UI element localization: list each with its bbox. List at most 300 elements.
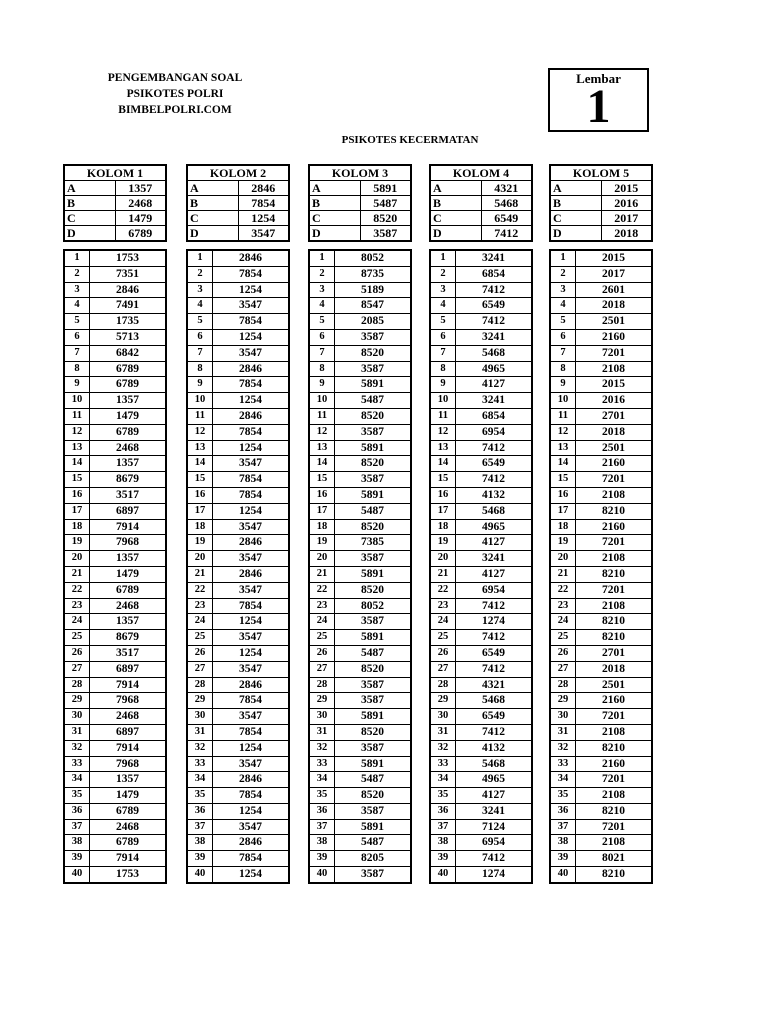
question-number: 1 — [430, 250, 456, 266]
question-value: 1254 — [213, 503, 290, 519]
key-value: 1479 — [115, 211, 166, 226]
question-number: 16 — [187, 487, 213, 503]
question-number: 32 — [309, 740, 335, 756]
question-row — [64, 519, 166, 535]
key-row — [64, 196, 166, 211]
key-letter: C — [187, 211, 238, 226]
question-value: 7914 — [90, 851, 167, 867]
question-value: 6789 — [90, 835, 167, 851]
question-row — [309, 472, 411, 488]
question-number: 16 — [430, 487, 456, 503]
question-number: 28 — [64, 677, 90, 693]
key-value: 3547 — [238, 226, 289, 242]
question-row — [64, 440, 166, 456]
question-value: 3587 — [335, 867, 412, 883]
question-row — [309, 788, 411, 804]
question-value: 2501 — [576, 677, 653, 693]
question-row — [430, 345, 532, 361]
key-row — [64, 226, 166, 242]
question-value: 2468 — [90, 709, 167, 725]
key-value: 2016 — [601, 196, 652, 211]
key-value: 4321 — [481, 181, 532, 196]
question-value: 8210 — [576, 566, 653, 582]
question-number: 5 — [64, 314, 90, 330]
question-number: 29 — [309, 693, 335, 709]
question-row — [430, 329, 532, 345]
question-table — [429, 249, 533, 884]
question-row — [309, 535, 411, 551]
question-value: 1254 — [213, 440, 290, 456]
question-row — [309, 614, 411, 630]
question-number: 37 — [64, 819, 90, 835]
question-row — [64, 582, 166, 598]
question-value: 1357 — [90, 551, 167, 567]
question-value: 7412 — [456, 661, 533, 677]
question-value: 2846 — [213, 535, 290, 551]
key-value: 3587 — [360, 226, 411, 242]
question-number: 14 — [430, 456, 456, 472]
question-value: 2701 — [576, 408, 653, 424]
question-number: 10 — [187, 393, 213, 409]
question-number: 11 — [187, 408, 213, 424]
question-value: 8679 — [90, 472, 167, 488]
question-number: 31 — [430, 724, 456, 740]
question-row — [187, 693, 289, 709]
question-number: 11 — [550, 408, 576, 424]
question-row — [430, 788, 532, 804]
question-number: 14 — [64, 456, 90, 472]
key-row — [550, 211, 652, 226]
question-number: 36 — [187, 803, 213, 819]
question-number: 24 — [550, 614, 576, 630]
question-row — [430, 677, 532, 693]
key-letter: B — [309, 196, 360, 211]
document-header — [90, 70, 260, 118]
question-row — [550, 377, 652, 393]
question-value: 5713 — [90, 329, 167, 345]
question-number: 39 — [309, 851, 335, 867]
question-row — [187, 282, 289, 298]
question-number: 27 — [309, 661, 335, 677]
sheet-number: 1 — [586, 80, 611, 133]
question-number: 38 — [430, 835, 456, 851]
question-number: 28 — [187, 677, 213, 693]
question-value: 1274 — [456, 614, 533, 630]
question-number: 19 — [550, 535, 576, 551]
question-row — [187, 456, 289, 472]
question-value: 4127 — [456, 535, 533, 551]
key-letter: C — [309, 211, 360, 226]
question-value: 6897 — [90, 503, 167, 519]
question-value: 3587 — [335, 551, 412, 567]
question-value: 2018 — [576, 298, 653, 314]
question-number: 32 — [64, 740, 90, 756]
key-table — [308, 164, 412, 242]
question-row — [430, 851, 532, 867]
question-row — [430, 377, 532, 393]
question-number: 6 — [64, 329, 90, 345]
question-value: 3587 — [335, 329, 412, 345]
key-row — [309, 226, 411, 242]
question-row — [550, 709, 652, 725]
question-number: 29 — [550, 693, 576, 709]
question-value: 8520 — [335, 456, 412, 472]
column-header: KOLOM 1 — [64, 165, 166, 181]
question-number: 34 — [64, 772, 90, 788]
question-value: 2015 — [576, 250, 653, 266]
question-number: 21 — [309, 566, 335, 582]
question-number: 15 — [309, 472, 335, 488]
question-value: 5891 — [335, 756, 412, 772]
question-number: 3 — [550, 282, 576, 298]
key-letter: A — [64, 181, 115, 196]
question-row — [187, 329, 289, 345]
key-value: 5487 — [360, 196, 411, 211]
question-number: 13 — [64, 440, 90, 456]
question-row — [550, 630, 652, 646]
question-value: 6549 — [456, 456, 533, 472]
question-value: 7968 — [90, 693, 167, 709]
question-value: 6954 — [456, 582, 533, 598]
question-row — [309, 582, 411, 598]
question-value: 6854 — [456, 266, 533, 282]
question-row — [430, 709, 532, 725]
question-row — [309, 819, 411, 835]
question-number: 22 — [187, 582, 213, 598]
question-row — [64, 393, 166, 409]
question-value: 1254 — [213, 645, 290, 661]
question-row — [430, 661, 532, 677]
question-value: 7854 — [213, 424, 290, 440]
question-value: 7412 — [456, 724, 533, 740]
question-row — [187, 408, 289, 424]
key-table — [186, 164, 290, 242]
question-row — [187, 266, 289, 282]
question-value: 7124 — [456, 819, 533, 835]
question-value: 7412 — [456, 440, 533, 456]
question-value: 7201 — [576, 472, 653, 488]
question-value: 1357 — [90, 393, 167, 409]
question-value: 7854 — [213, 266, 290, 282]
question-number: 24 — [64, 614, 90, 630]
question-number: 33 — [187, 756, 213, 772]
question-row — [64, 282, 166, 298]
question-number: 37 — [187, 819, 213, 835]
question-number: 12 — [430, 424, 456, 440]
question-value: 8520 — [335, 519, 412, 535]
question-row — [550, 724, 652, 740]
question-row — [430, 503, 532, 519]
question-value: 3547 — [213, 756, 290, 772]
key-table — [429, 164, 533, 242]
question-row — [550, 803, 652, 819]
question-number: 1 — [550, 250, 576, 266]
question-row — [309, 551, 411, 567]
question-row — [430, 361, 532, 377]
question-row — [309, 724, 411, 740]
question-row — [64, 677, 166, 693]
question-number: 38 — [309, 835, 335, 851]
question-number: 2 — [309, 266, 335, 282]
question-number: 27 — [187, 661, 213, 677]
question-number: 2 — [550, 266, 576, 282]
question-row — [550, 440, 652, 456]
question-value: 2018 — [576, 661, 653, 677]
question-value: 8052 — [335, 250, 412, 266]
question-number: 25 — [550, 630, 576, 646]
key-letter: D — [309, 226, 360, 242]
key-row — [430, 196, 532, 211]
question-row — [309, 314, 411, 330]
question-number: 16 — [309, 487, 335, 503]
question-number: 36 — [550, 803, 576, 819]
question-number: 22 — [550, 582, 576, 598]
question-value: 8735 — [335, 266, 412, 282]
question-value: 3547 — [213, 819, 290, 835]
question-row — [550, 503, 652, 519]
question-value: 5487 — [335, 503, 412, 519]
question-value: 4965 — [456, 361, 533, 377]
question-value: 3547 — [213, 709, 290, 725]
key-value: 7412 — [481, 226, 532, 242]
question-number: 32 — [430, 740, 456, 756]
question-number: 15 — [64, 472, 90, 488]
key-value: 2015 — [601, 181, 652, 196]
question-value: 8679 — [90, 630, 167, 646]
question-number: 6 — [309, 329, 335, 345]
question-value: 8520 — [335, 661, 412, 677]
question-row — [309, 329, 411, 345]
question-value: 7201 — [576, 345, 653, 361]
key-row — [430, 211, 532, 226]
question-row — [550, 314, 652, 330]
question-row — [309, 851, 411, 867]
question-row — [309, 519, 411, 535]
question-number: 5 — [550, 314, 576, 330]
question-value: 2015 — [576, 377, 653, 393]
question-number: 5 — [309, 314, 335, 330]
key-value: 5468 — [481, 196, 532, 211]
question-row — [430, 298, 532, 314]
question-number: 25 — [187, 630, 213, 646]
question-row — [309, 503, 411, 519]
question-value: 2160 — [576, 693, 653, 709]
question-row — [187, 345, 289, 361]
question-row — [64, 614, 166, 630]
key-value: 8520 — [360, 211, 411, 226]
key-letter: B — [64, 196, 115, 211]
key-row — [430, 181, 532, 196]
key-value: 1357 — [115, 181, 166, 196]
header-line-1: PENGEMBANGAN SOAL — [107, 72, 243, 84]
question-number: 12 — [64, 424, 90, 440]
question-value: 2017 — [576, 266, 653, 282]
question-row — [550, 661, 652, 677]
question-row — [64, 329, 166, 345]
question-number: 38 — [64, 835, 90, 851]
question-number: 8 — [64, 361, 90, 377]
key-letter: B — [550, 196, 601, 211]
question-value: 8205 — [335, 851, 412, 867]
question-value: 3587 — [335, 693, 412, 709]
question-number: 9 — [309, 377, 335, 393]
question-row — [309, 835, 411, 851]
question-number: 6 — [187, 329, 213, 345]
question-row — [309, 298, 411, 314]
question-row — [187, 724, 289, 740]
question-row — [309, 803, 411, 819]
question-row — [550, 788, 652, 804]
question-row — [187, 361, 289, 377]
question-row — [430, 835, 532, 851]
question-number: 31 — [550, 724, 576, 740]
question-row — [309, 361, 411, 377]
question-row — [64, 709, 166, 725]
question-row — [187, 377, 289, 393]
question-row — [187, 740, 289, 756]
question-row — [430, 645, 532, 661]
question-number: 34 — [430, 772, 456, 788]
column-header: KOLOM 3 — [309, 165, 411, 181]
key-value: 7854 — [238, 196, 289, 211]
question-row — [187, 835, 289, 851]
question-value: 7412 — [456, 598, 533, 614]
question-value: 2846 — [213, 250, 290, 266]
key-letter: A — [187, 181, 238, 196]
key-value: 6789 — [115, 226, 166, 242]
question-row — [187, 645, 289, 661]
question-number: 27 — [550, 661, 576, 677]
question-row — [430, 440, 532, 456]
question-number: 30 — [430, 709, 456, 725]
question-value: 3547 — [213, 298, 290, 314]
question-row — [187, 440, 289, 456]
question-number: 17 — [64, 503, 90, 519]
question-number: 36 — [64, 803, 90, 819]
question-number: 7 — [550, 345, 576, 361]
question-value: 2085 — [335, 314, 412, 330]
question-value: 3241 — [456, 250, 533, 266]
question-row — [309, 598, 411, 614]
question-number: 25 — [64, 630, 90, 646]
question-row — [64, 298, 166, 314]
question-row — [550, 456, 652, 472]
question-value: 7412 — [456, 472, 533, 488]
question-row — [64, 772, 166, 788]
question-number: 4 — [550, 298, 576, 314]
question-value: 2160 — [576, 456, 653, 472]
question-number: 12 — [187, 424, 213, 440]
question-row — [64, 803, 166, 819]
question-number: 7 — [187, 345, 213, 361]
key-letter: C — [430, 211, 481, 226]
question-row — [64, 819, 166, 835]
question-value: 5468 — [456, 693, 533, 709]
question-number: 3 — [187, 282, 213, 298]
question-value: 8520 — [335, 582, 412, 598]
question-row — [430, 772, 532, 788]
question-value: 7201 — [576, 535, 653, 551]
question-number: 21 — [430, 566, 456, 582]
question-value: 2501 — [576, 440, 653, 456]
question-row — [64, 472, 166, 488]
question-value: 5487 — [335, 645, 412, 661]
question-value: 4132 — [456, 487, 533, 503]
question-value: 6789 — [90, 424, 167, 440]
question-value: 2846 — [213, 361, 290, 377]
question-number: 14 — [550, 456, 576, 472]
question-row — [64, 851, 166, 867]
question-value: 1357 — [90, 772, 167, 788]
question-number: 2 — [64, 266, 90, 282]
question-number: 31 — [64, 724, 90, 740]
question-value: 2160 — [576, 519, 653, 535]
question-number: 40 — [550, 867, 576, 883]
key-value: 5891 — [360, 181, 411, 196]
question-number: 2 — [430, 266, 456, 282]
question-number: 4 — [430, 298, 456, 314]
key-row — [550, 226, 652, 242]
key-row — [64, 181, 166, 196]
question-row — [187, 393, 289, 409]
question-number: 10 — [64, 393, 90, 409]
question-row — [309, 266, 411, 282]
question-number: 30 — [187, 709, 213, 725]
question-row — [550, 535, 652, 551]
question-value: 2468 — [90, 598, 167, 614]
key-row — [309, 181, 411, 196]
question-number: 31 — [309, 724, 335, 740]
question-value: 1254 — [213, 329, 290, 345]
question-row — [64, 724, 166, 740]
question-number: 18 — [550, 519, 576, 535]
question-number: 17 — [309, 503, 335, 519]
question-number: 14 — [309, 456, 335, 472]
question-number: 9 — [430, 377, 456, 393]
question-row — [550, 361, 652, 377]
question-number: 27 — [64, 661, 90, 677]
question-row — [430, 819, 532, 835]
question-number: 38 — [550, 835, 576, 851]
question-row — [309, 282, 411, 298]
question-number: 11 — [64, 408, 90, 424]
question-number: 20 — [430, 551, 456, 567]
question-number: 13 — [187, 440, 213, 456]
key-value: 2468 — [115, 196, 166, 211]
question-row — [64, 566, 166, 582]
question-table — [549, 249, 653, 884]
question-row — [64, 314, 166, 330]
question-row — [550, 424, 652, 440]
key-row — [187, 196, 289, 211]
question-row — [430, 551, 532, 567]
question-row — [187, 756, 289, 772]
key-row — [309, 196, 411, 211]
question-number: 8 — [187, 361, 213, 377]
question-value: 3587 — [335, 361, 412, 377]
question-value: 8520 — [335, 345, 412, 361]
question-row — [550, 266, 652, 282]
question-row — [187, 819, 289, 835]
key-value: 1254 — [238, 211, 289, 226]
question-value: 2846 — [213, 772, 290, 788]
kolom-4 — [429, 164, 533, 884]
question-row — [550, 250, 652, 266]
sheet-number-box — [548, 68, 649, 132]
question-number: 8 — [550, 361, 576, 377]
question-row — [430, 472, 532, 488]
question-row — [430, 867, 532, 883]
